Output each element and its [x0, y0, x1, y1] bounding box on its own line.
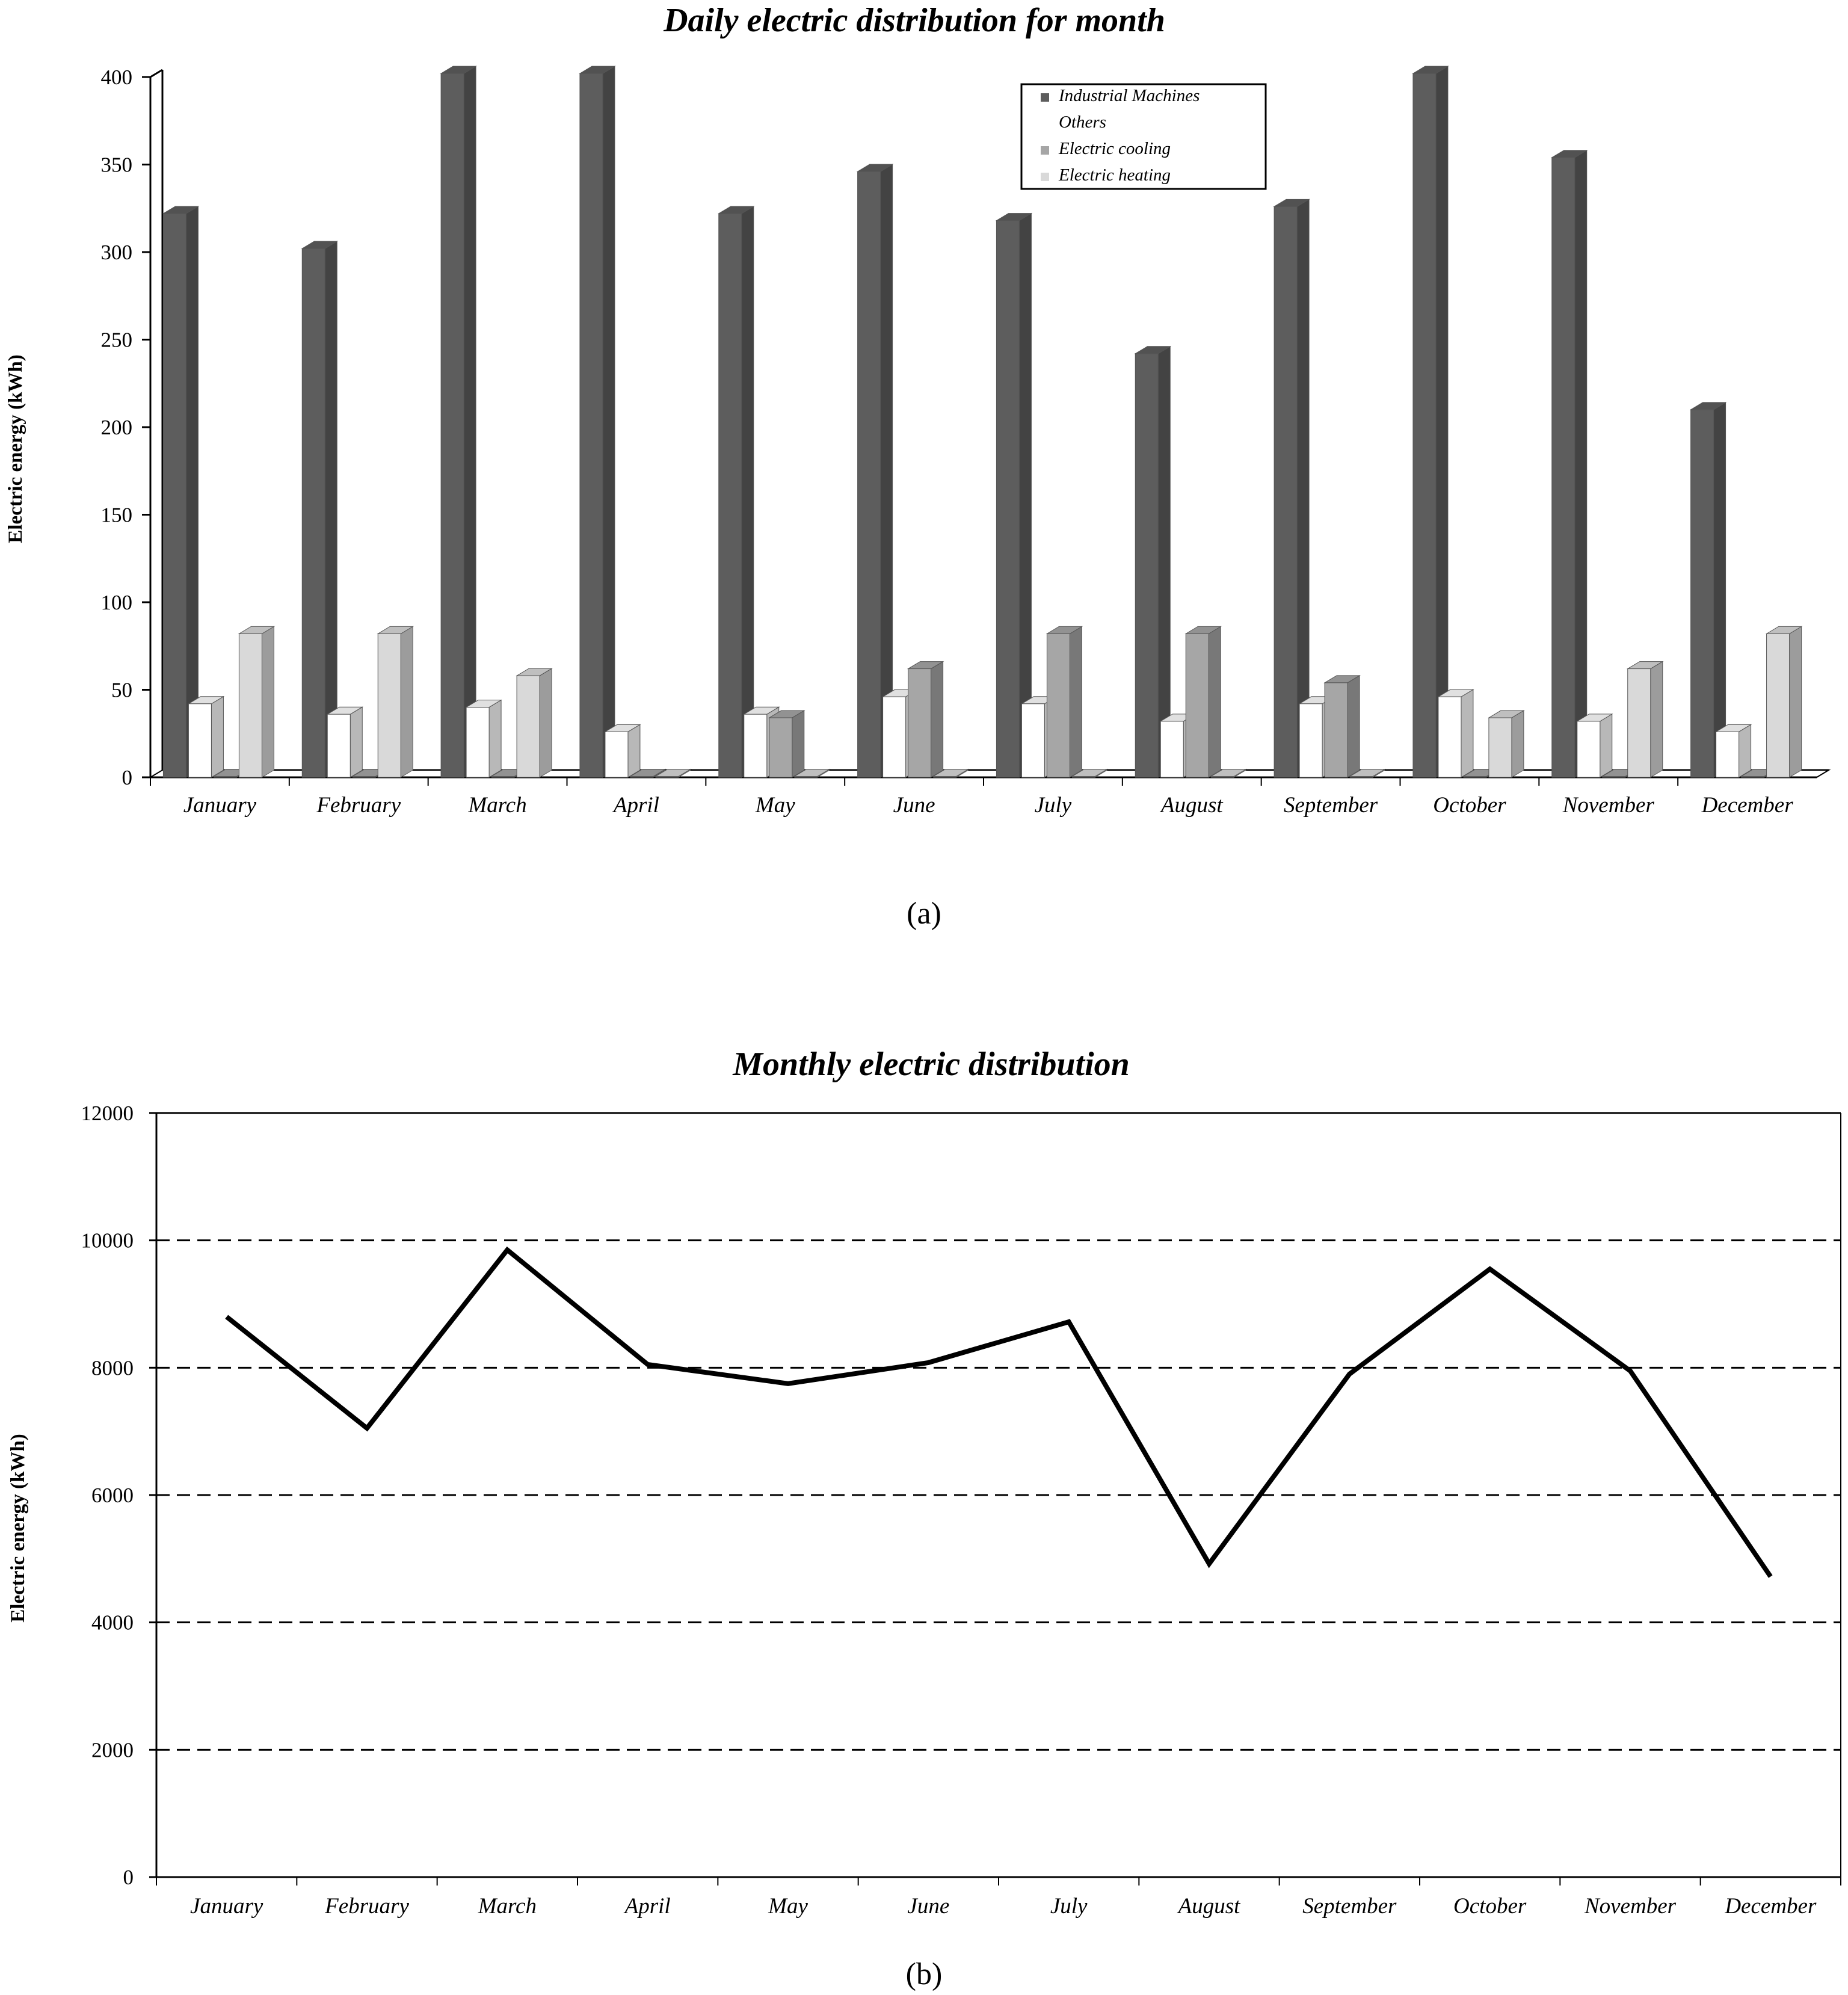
bar-front	[719, 214, 742, 777]
bar-chart-y-tick-label: 0	[122, 766, 132, 789]
bar-side	[489, 700, 501, 777]
bar-side	[1790, 626, 1802, 777]
bar-others	[188, 697, 223, 777]
bar-electric-cooling	[1047, 626, 1082, 777]
bar-others	[1577, 714, 1612, 777]
bar-others	[1716, 724, 1751, 777]
bar-chart-y-tick-label: 250	[100, 328, 132, 352]
line-chart-x-tick-label: September	[1302, 1894, 1397, 1919]
bar-side	[350, 707, 362, 777]
bar-chart-x-tick-label: October	[1433, 793, 1506, 818]
bar-front	[1742, 777, 1764, 778]
legend-label: Electric cooling	[1059, 139, 1171, 158]
bar-side	[1209, 626, 1221, 777]
bar-front	[239, 634, 262, 777]
bar-side	[325, 241, 337, 777]
line-chart-caption: (b)	[905, 1957, 943, 1991]
bar-side	[1739, 724, 1751, 777]
line-chart-x-tick-label: June	[907, 1894, 950, 1919]
bar-chart	[5, 2, 1829, 931]
bar-chart-y-axis-label: Electric energy (kWh)	[5, 354, 26, 543]
bar-front	[656, 777, 679, 778]
line-chart-x-tick-label: December	[1725, 1894, 1817, 1919]
bar-side	[1714, 402, 1726, 777]
bar-industrial-machines	[163, 206, 198, 777]
bar-side	[792, 711, 804, 777]
bar-industrial-machines	[719, 206, 754, 777]
bar-chart-x-tick-label: July	[1034, 793, 1072, 818]
bar-front	[517, 676, 540, 777]
bar-front	[1274, 206, 1297, 777]
line-chart-x-tick-label: February	[325, 1894, 409, 1919]
line-chart-y-tick-label: 12000	[81, 1102, 134, 1125]
bar-front	[580, 73, 603, 777]
line-chart-y-tick-label: 4000	[91, 1611, 134, 1635]
bar-front	[1628, 669, 1651, 777]
bar-electric-heating	[1628, 662, 1663, 777]
bar-front	[466, 708, 489, 777]
bar-front	[858, 171, 881, 777]
bar-front	[1021, 704, 1044, 777]
legend-label: Electric heating	[1059, 165, 1171, 185]
bar-electric-cooling	[908, 662, 943, 777]
bar-chart-x-tick-label: March	[468, 793, 527, 818]
bar-front	[1072, 777, 1095, 778]
bar-chart-legend	[1021, 84, 1266, 189]
bar-side	[1297, 199, 1309, 777]
bar-front	[1350, 777, 1373, 778]
line-chart-x-tick-label: April	[624, 1894, 671, 1919]
bar-industrial-machines	[302, 241, 337, 777]
bar-front	[1299, 704, 1322, 777]
bar-chart-y-tick-label: 100	[100, 591, 132, 614]
bar-front	[769, 718, 792, 777]
bar-side	[881, 164, 893, 777]
bar-industrial-machines	[1274, 199, 1309, 777]
bar-front	[1716, 732, 1739, 777]
bar-chart-axis-corner	[150, 70, 162, 77]
bar-front	[1413, 73, 1436, 777]
bar-side	[211, 697, 223, 777]
bar-side	[1461, 689, 1473, 777]
bar-side	[1600, 714, 1612, 777]
bar-side	[1575, 150, 1587, 777]
bar-side	[186, 206, 198, 777]
bar-industrial-machines	[1413, 66, 1448, 777]
bar-others	[327, 707, 362, 777]
bar-front	[1135, 354, 1158, 777]
bar-chart-x-tick-label: December	[1701, 793, 1793, 818]
bar-industrial-machines	[1135, 347, 1170, 777]
bar-front	[214, 777, 236, 778]
bar-chart-y-tick-label: 400	[100, 66, 132, 89]
bar-front	[378, 634, 401, 777]
bar-chart-x-tick-label: April	[613, 793, 659, 818]
bar-front	[1552, 158, 1575, 777]
bar-industrial-machines	[996, 214, 1031, 777]
legend-swatch	[1041, 173, 1049, 181]
bar-chart-x-tick-label: June	[893, 793, 935, 818]
bar-electric-cooling	[769, 711, 804, 777]
bar-chart-y-tick-label: 300	[100, 241, 132, 264]
bar-industrial-machines	[858, 164, 893, 777]
bar-chart-caption: (a)	[907, 896, 941, 931]
bar-chart-bars	[163, 66, 1801, 777]
legend-label: Others	[1059, 113, 1106, 132]
line-chart-y-tick-label: 6000	[91, 1484, 134, 1507]
bar-front	[996, 221, 1019, 777]
bar-electric-cooling	[1325, 676, 1360, 777]
bar-front	[491, 777, 514, 778]
line-chart	[7, 1046, 1841, 1991]
bar-front	[163, 214, 186, 777]
bar-chart-y-tick-label: 50	[111, 678, 132, 702]
bar-front	[744, 714, 767, 777]
line-chart-x-tick-label: March	[478, 1894, 537, 1919]
bar-front	[1186, 634, 1209, 777]
line-chart-x-tick-label: January	[190, 1894, 263, 1919]
bar-front	[1211, 777, 1234, 778]
bar-front	[934, 777, 956, 778]
bar-front	[1047, 634, 1070, 777]
line-chart-x-tick-label: August	[1178, 1894, 1240, 1919]
bar-front	[1577, 721, 1600, 777]
line-chart-title: Monthly electric distribution	[733, 1046, 1130, 1083]
bar-front	[441, 73, 464, 777]
bar-electric-heating	[239, 626, 274, 777]
bar-electric-heating	[378, 626, 413, 777]
bar-front	[1325, 683, 1348, 777]
line-chart-y-tick-label: 0	[123, 1866, 134, 1889]
bar-side	[1070, 626, 1082, 777]
bar-side	[1348, 676, 1360, 777]
bar-chart-x-tick-label: May	[755, 793, 795, 818]
bar-chart-x-tick-label: September	[1283, 793, 1378, 818]
bar-electric-heating	[517, 668, 552, 777]
bar-front	[1438, 697, 1461, 777]
bar-front	[1489, 718, 1512, 777]
bar-chart-y-tick-label: 200	[100, 416, 132, 439]
bar-side	[464, 66, 476, 777]
line-series-monthly-energy	[227, 1250, 1771, 1577]
bar-front	[1691, 410, 1714, 777]
bar-front	[327, 714, 350, 777]
bar-chart-y-tick-label: 150	[100, 503, 132, 527]
line-chart-axes	[81, 1102, 1841, 1919]
bar-side	[262, 626, 274, 777]
bar-front	[795, 777, 818, 778]
bar-side	[603, 66, 615, 777]
bar-chart-x-tick-label: February	[316, 793, 401, 818]
bar-side	[540, 668, 552, 777]
line-chart-x-tick-label: May	[768, 1894, 808, 1919]
bar-others	[466, 700, 501, 777]
bar-front	[1464, 777, 1486, 778]
bar-front	[1160, 721, 1183, 777]
bar-front	[302, 248, 325, 777]
bar-chart-title: Daily electric distribution for month	[664, 2, 1165, 39]
bar-chart-x-tick-label: January	[183, 793, 257, 818]
legend-label: Industrial Machines	[1059, 86, 1200, 105]
bar-others	[605, 724, 640, 777]
line-chart-x-tick-label: October	[1453, 1894, 1527, 1919]
line-chart-y-axis-label: Electric energy (kWh)	[7, 1434, 29, 1623]
bar-chart-x-tick-label: August	[1160, 793, 1223, 818]
line-chart-x-tick-label: July	[1050, 1894, 1088, 1919]
bar-front	[1603, 777, 1625, 778]
line-chart-y-tick-label: 2000	[91, 1738, 134, 1762]
bar-side	[628, 724, 640, 777]
bar-front	[883, 697, 906, 777]
bar-industrial-machines	[1691, 402, 1726, 777]
bar-side	[931, 662, 943, 777]
bar-side	[401, 626, 413, 777]
bar-side	[1158, 347, 1170, 777]
bar-front	[908, 669, 931, 777]
bar-front	[630, 777, 653, 778]
line-chart-y-tick-label: 8000	[91, 1356, 134, 1380]
bar-industrial-machines	[441, 66, 476, 777]
line-chart-x-tick-label: November	[1584, 1894, 1677, 1919]
bar-industrial-machines	[1552, 150, 1587, 777]
bar-side	[1651, 662, 1663, 777]
line-chart-y-tick-label: 10000	[81, 1229, 134, 1253]
bar-front	[1767, 634, 1790, 777]
bar-front	[353, 777, 375, 778]
bar-chart-x-tick-label: November	[1562, 793, 1654, 818]
bar-electric-cooling	[1186, 626, 1221, 777]
bar-side	[1436, 66, 1448, 777]
bar-electric-heating	[1489, 711, 1524, 777]
bar-front	[188, 704, 211, 777]
legend-swatch	[1041, 146, 1049, 155]
bar-chart-y-tick-label: 350	[100, 153, 132, 177]
legend-swatch	[1041, 93, 1049, 102]
bar-side	[742, 206, 754, 777]
bar-side	[1019, 214, 1031, 777]
bar-front	[605, 732, 628, 777]
bar-industrial-machines	[580, 66, 615, 777]
bar-electric-heating	[1767, 626, 1802, 777]
legend-swatch	[1041, 120, 1049, 128]
bar-others	[1438, 689, 1473, 777]
bar-side	[1512, 711, 1524, 777]
